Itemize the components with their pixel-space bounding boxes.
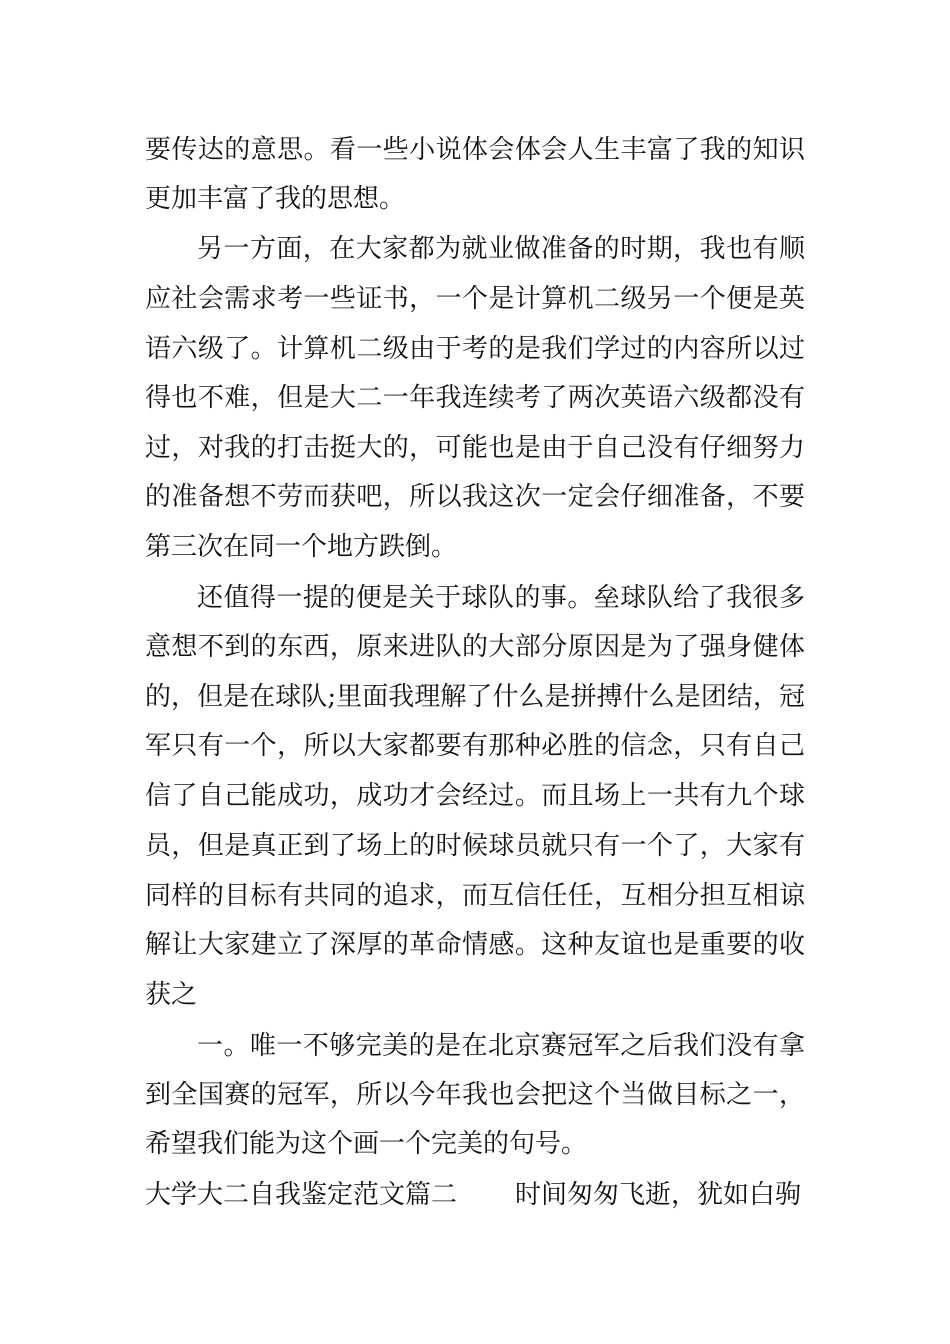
text-line: 的，但是在球队;里面我理解了什么是拼搏什么是团结，冠	[145, 682, 805, 712]
section-title: 大学大二自我鉴定范文篇二	[145, 1180, 458, 1210]
text-line: 意想不到的东西，原来进队的大部分原因是为了强身健体	[145, 632, 805, 662]
text-line: 员，但是真正到了场上的时候球员就只有一个了，大家有	[145, 831, 805, 861]
text-line: 得也不难，但是大二一年我连续考了两次英语六级都没有	[145, 383, 805, 413]
text-line: 还值得一提的便是关于球队的事。垒球队给了我很多	[197, 583, 805, 613]
text-line: 信了自己能成功，成功才会经过。而且场上一共有九个球	[145, 781, 805, 811]
text-line: 应社会需求考一些证书，一个是计算机二级另一个便是英	[145, 284, 805, 314]
text-line: 语六级了。计算机二级由于考的是我们学过的内容所以过	[145, 334, 805, 364]
text-line: 解让大家建立了深厚的革命情感。这种友谊也是重要的收	[145, 930, 805, 960]
section-opening-text: 时间匆匆飞逝，犹如白驹	[515, 1180, 802, 1210]
text-line: 军只有一个，所以大家都要有那种必胜的信念，只有自己	[145, 731, 805, 761]
text-line: 的准备想不劳而获吧，所以我这次一定会仔细准备，不要	[145, 482, 805, 512]
text-line: 过，对我的打击挺大的，可能也是由于自己没有仔细努力	[145, 433, 805, 463]
text-line: 一。唯一不够完美的是在北京赛冠军之后我们没有拿	[197, 1031, 805, 1061]
text-line: 希望我们能为这个画一个完美的句号。	[145, 1129, 588, 1159]
text-line: 另一方面，在大家都为就业做准备的时期，我也有顺	[197, 234, 805, 264]
text-line: 到全国赛的冠军，所以今年我也会把这个当做目标之一，	[145, 1080, 805, 1110]
text-line: 要传达的意思。看一些小说体会体会人生丰富了我的知识	[145, 135, 805, 165]
text-line: 获之	[145, 980, 198, 1010]
text-line: 更加丰富了我的思想。	[145, 184, 406, 214]
text-line: 同样的目标有共同的追求，而互信任任，互相分担互相谅	[145, 881, 805, 911]
text-line: 第三次在同一个地方跌倒。	[145, 532, 458, 562]
